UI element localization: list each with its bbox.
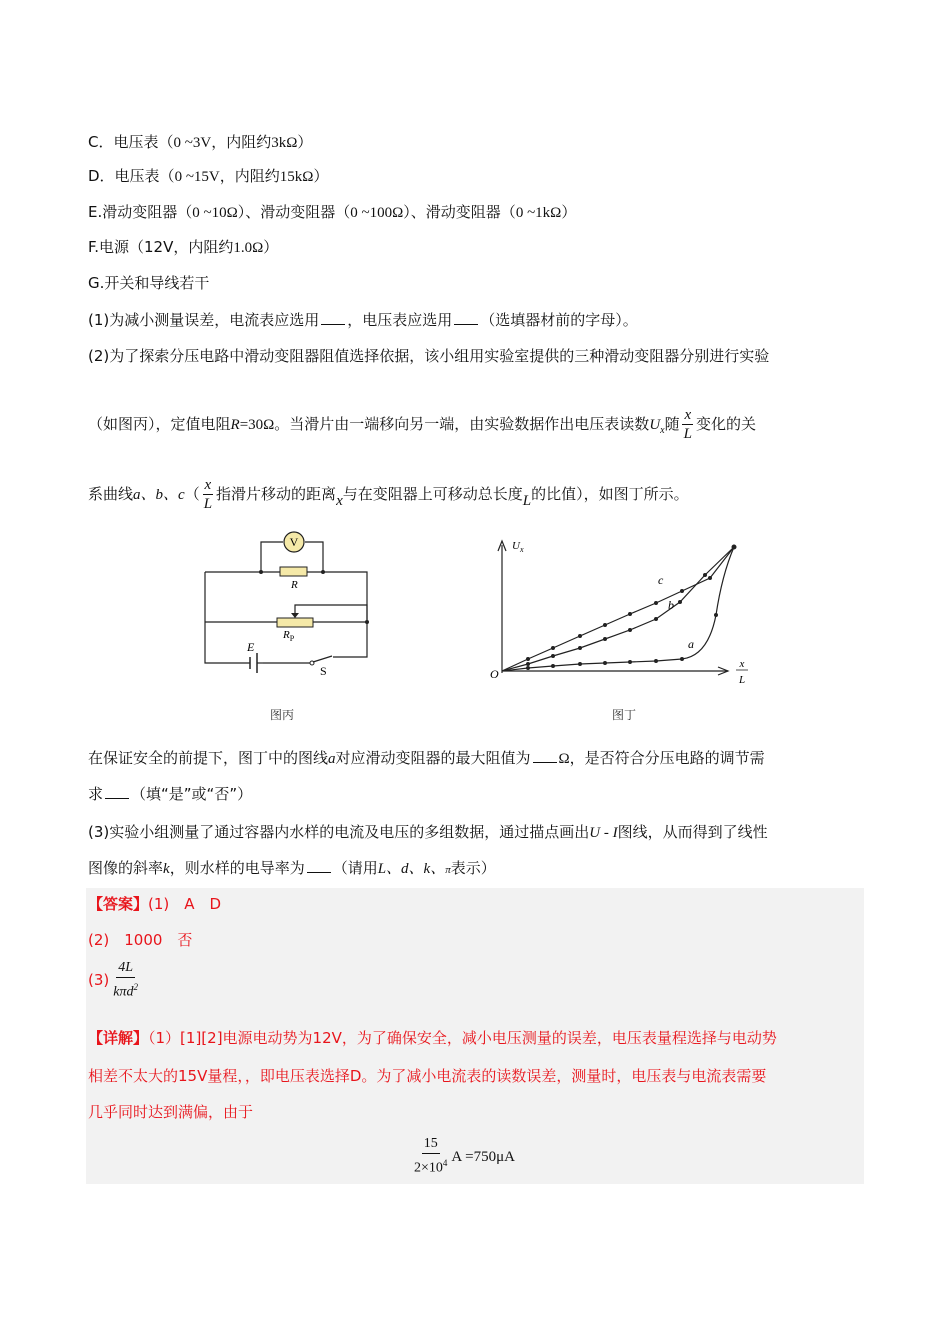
resistor-r bbox=[280, 567, 307, 576]
origin-label: O bbox=[490, 667, 499, 681]
option-c: C．电压表（0 ~3V，内阻约3kΩ） bbox=[88, 133, 313, 151]
question-2-line-3: 系曲线a、b、c（ $\frac{x}{L}$ 指滑片移动的距离x与在变阻器上可移动总长度L的比值），如图丁所示。 bbox=[88, 477, 689, 512]
option-d: D．电压表（0 ~15V，内阻约15kΩ） bbox=[88, 167, 329, 185]
rheostat-rp bbox=[277, 618, 313, 627]
question-2-line-2: （如图丙），定值电阻R=30Ω。当滑片由一端移向另一端，由实验数据作出电压表读数$U_x$随 $\frac{x}{L}$ 变化的关 bbox=[88, 407, 756, 442]
detail-line-1: 【详解】（1）[1][2]电源电动势为12V，为了确保安全，减小电压测量的误差，电压表量程选择与电动势 bbox=[88, 1029, 777, 1047]
blank bbox=[454, 310, 478, 325]
question-2-line-1: (2)为了探索分压电路中滑动变阻器阻值选择依据，该小组用实验室提供的三种滑动变阻器分别进行实验 bbox=[88, 347, 770, 365]
switch-label: S bbox=[320, 664, 327, 675]
voltmeter-label: V bbox=[289, 535, 299, 549]
rheostat-label: $R_P$ bbox=[283, 629, 295, 643]
switch-icon bbox=[313, 656, 332, 662]
x-axis-label-num: x bbox=[739, 658, 745, 670]
curve-b-label: b bbox=[668, 598, 674, 612]
formula-fraction: $\frac{15}{2\times 10^4}$ bbox=[414, 1136, 448, 1176]
answer-line-1: 【答案】(1) A D bbox=[88, 895, 222, 913]
y-axis-label: $U_x$ bbox=[512, 540, 524, 554]
circuit-diagram bbox=[195, 525, 380, 675]
blank bbox=[307, 858, 331, 873]
curve-c-label: c bbox=[658, 573, 664, 587]
option-e: E.滑动变阻器（0 ~10Ω）、滑动变阻器（0 ~100Ω）、滑动变阻器（0 ~1kΩ） bbox=[88, 203, 577, 221]
ux-graph bbox=[490, 535, 760, 690]
question-2-part-2: 在保证安全的前提下，图丁中的图线a对应滑动变阻器的最大阻值为 Ω，是否符合分压电路的调节需 bbox=[88, 749, 765, 767]
question-1: (1)为减小测量误差，电流表应选用 ，电压表应选用 （选填器材前的字母）。 bbox=[88, 311, 638, 329]
answer-line-3: (3) $\frac{4L}{k\pi d^2}$ bbox=[88, 960, 138, 1000]
detail-formula: $\frac{15}{2\times 10^4}$ A =750μA bbox=[414, 1136, 515, 1176]
question-3-line-1: (3)实验小组测量了通过容器内水样的电流及电压的多组数据，通过描点画出U - I图线，从而得到了线性 bbox=[88, 823, 768, 841]
option-f: F.电源（12V，内阻约1.0Ω） bbox=[88, 238, 279, 256]
x-axis-label-den: L bbox=[738, 674, 746, 686]
figure-caption-right: 图丁 bbox=[612, 708, 637, 722]
question-3-line-2: 图像的斜率k，则水样的电导率为 （请用L、d、k、π表示） bbox=[88, 859, 496, 877]
detail-line-2: 相差不太大的15V量程，，即电压表选择D。为了减小电流表的读数误差，测量时，电压表与电流表需要 bbox=[88, 1067, 767, 1085]
curve-a-label: a bbox=[688, 637, 694, 651]
blank bbox=[533, 748, 557, 763]
answer-fraction: $\frac{4L}{k\pi d^2}$ bbox=[113, 960, 138, 1000]
question-2-part-2-cont: 求 （填“是”或“否”） bbox=[88, 785, 253, 803]
figure-caption-left: 图丙 bbox=[270, 708, 295, 722]
blank bbox=[321, 310, 345, 325]
blank bbox=[105, 784, 129, 799]
option-g: G.开关和导线若干 bbox=[88, 274, 210, 292]
resistor-r-label: R bbox=[291, 579, 298, 591]
fraction-x-over-l: $\frac{x}{L}$ bbox=[203, 477, 213, 512]
answer-line-2: (2) 1000 否 bbox=[88, 931, 193, 949]
fraction-x-over-l: $\frac{x}{L}$ bbox=[683, 407, 692, 442]
detail-line-3: 几乎同时达到满偏，由于 bbox=[88, 1103, 254, 1121]
battery-label: E bbox=[247, 640, 255, 654]
